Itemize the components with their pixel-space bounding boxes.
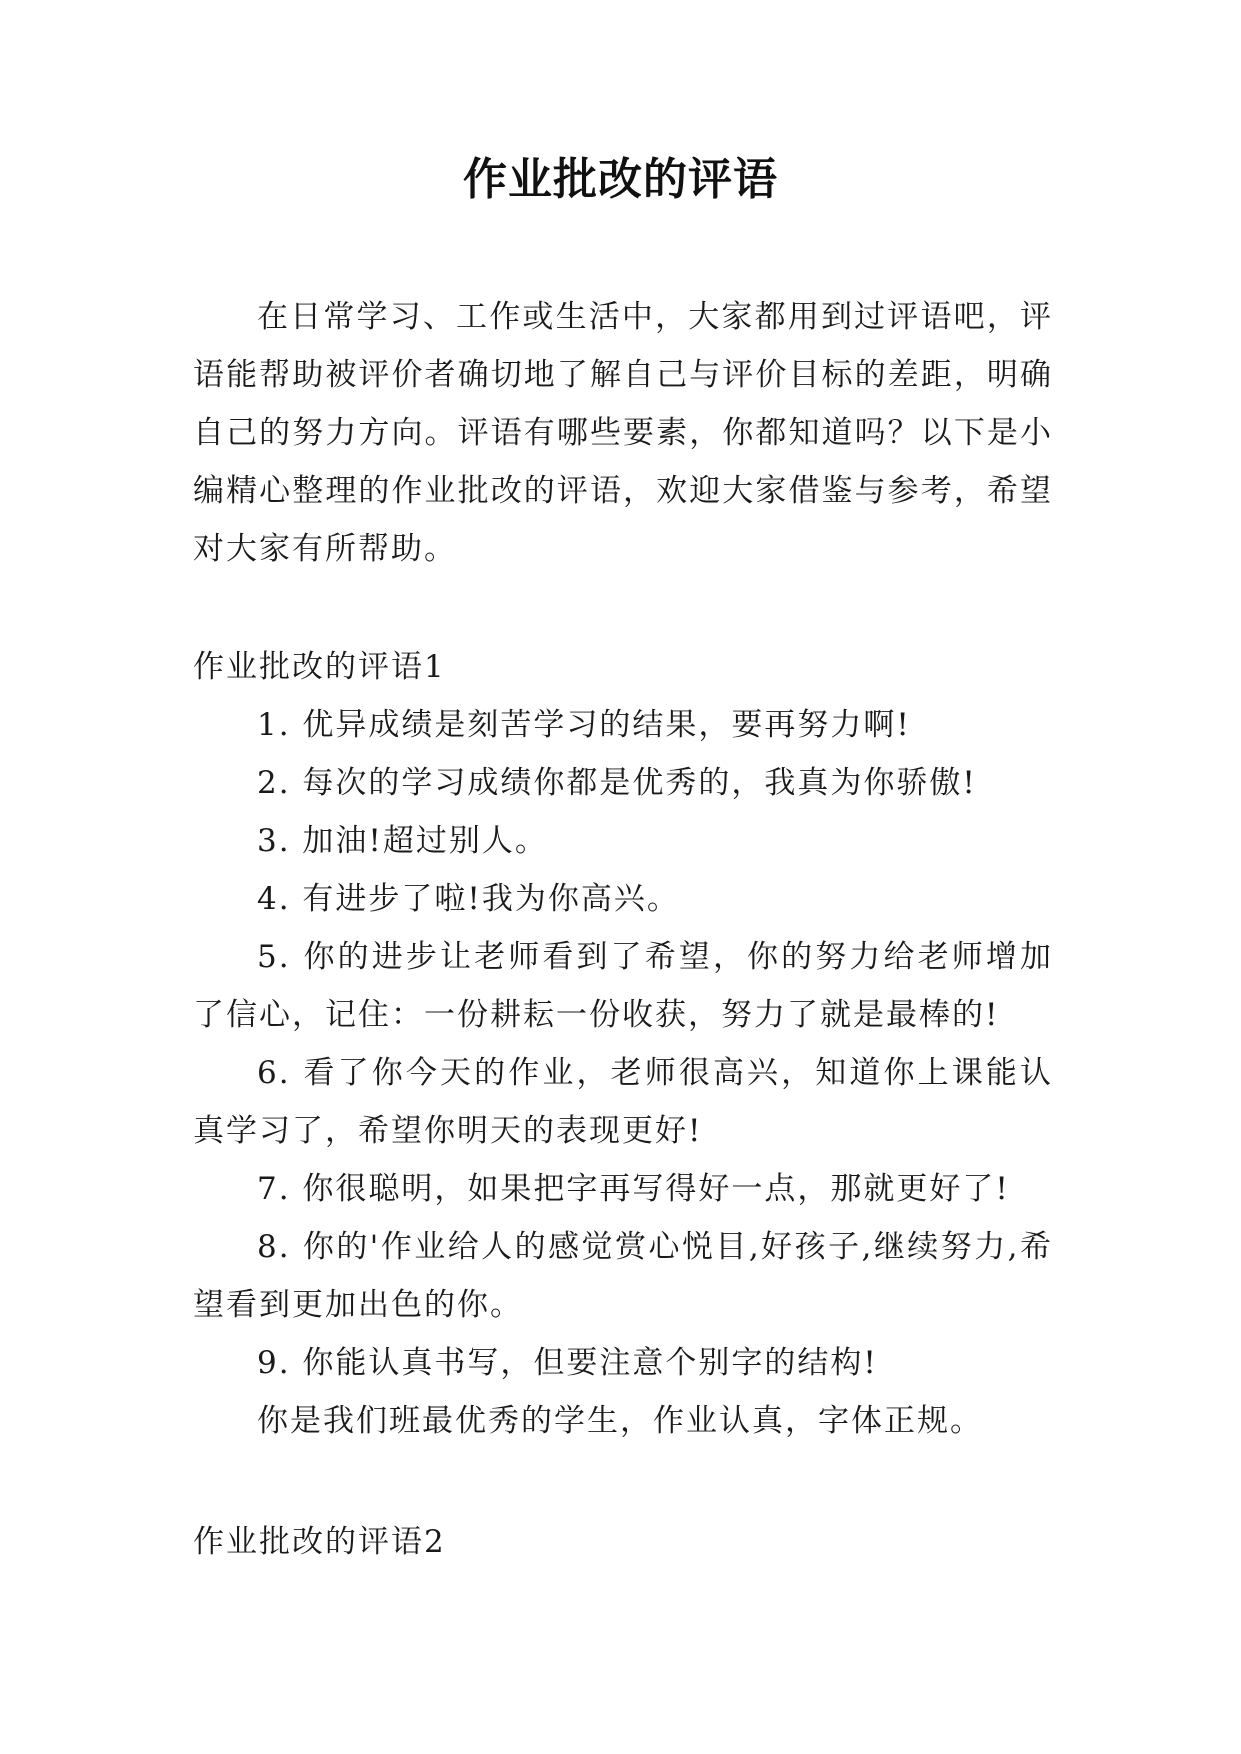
document-title: 作业批改的评语: [463, 154, 778, 205]
list-item: 4. 有进步了啦!我为你高兴。: [257, 881, 680, 917]
intro-paragraph: [193, 288, 1053, 578]
list-item: 9. 你能认真书写，但要注意个别字的结构!: [257, 1345, 878, 1381]
section-heading-2: 作业批改的评语2: [193, 1524, 446, 1560]
list-item: 1. 优异成绩是刻苦学习的结果，要再努力啊!: [257, 707, 911, 743]
list-item: 你是我们班最优秀的学生，作业认真，字体正规。: [257, 1403, 983, 1439]
list-item: 2. 每次的学习成绩你都是优秀的，我真为你骄傲!: [257, 765, 977, 801]
list-item: 5. 你的进步让老师看到了希望，你的努力给老师增加了信心，记住：一份耕耘一份收获，努力了就是最棒的!: [193, 939, 1053, 1033]
list-item: 3. 加油!超过别人。: [257, 823, 548, 859]
comment-list: [193, 696, 1053, 1450]
list-item: 7. 你很聪明，如果把字再写得好一点，那就更好了!: [257, 1171, 1010, 1207]
section-heading-1: 作业批改的评语1: [193, 649, 446, 685]
intro-text: 在日常学习、工作或生活中，大家都用到过评语吧，评语能帮助被评价者确切地了解自己与评价目标的差距，明确自己的努力方向。评语有哪些要素，你都知道吗？以下是小编精心整理的作业批改的评语，欢迎大家借鉴与参考，希望对大家有所帮助。: [193, 299, 1053, 567]
list-item: 8. 你的'作业给人的感觉赏心悦目,好孩子,继续努力,希望看到更加出色的你。: [193, 1229, 1053, 1323]
list-item: 6. 看了你今天的作业，老师很高兴，知道你上课能认真学习了，希望你明天的表现更好!: [193, 1055, 1053, 1149]
